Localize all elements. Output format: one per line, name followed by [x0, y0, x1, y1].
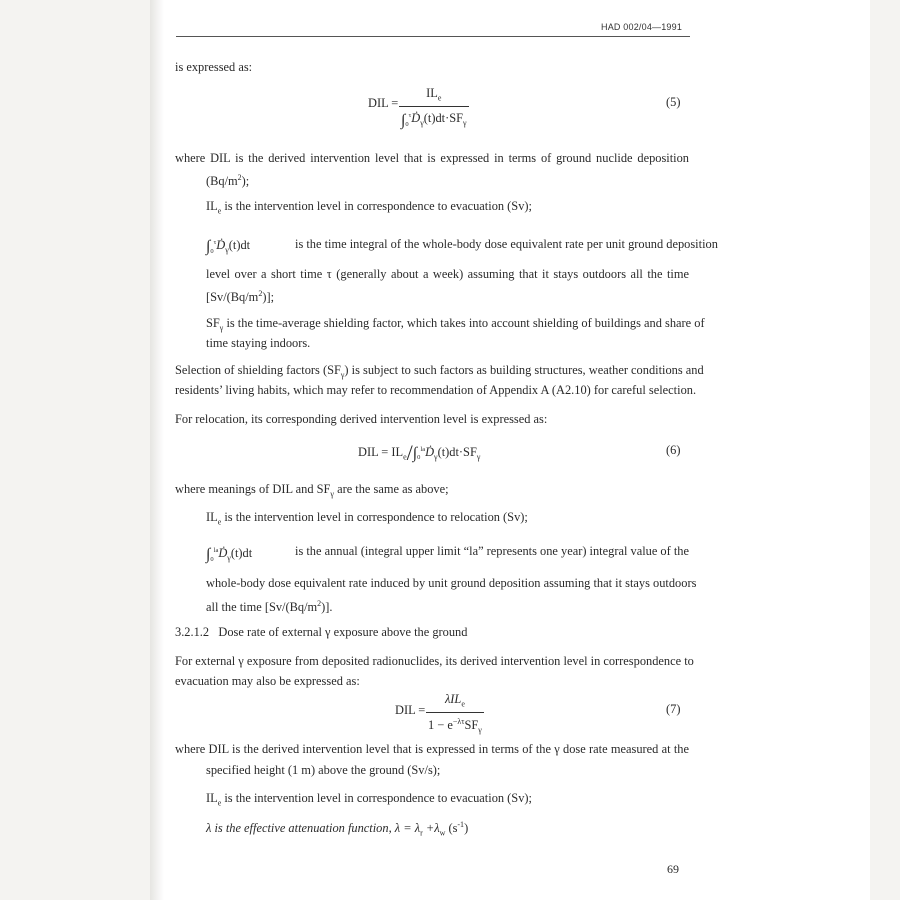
header-rule [176, 36, 690, 37]
relocation-intro: For relocation, its corresponding derived intervention level is expressed as: [175, 412, 548, 426]
eq7-number: (7) [666, 702, 681, 716]
section-heading: 3.2.1.2 Dose rate of external γ exposure above the ground [175, 625, 468, 639]
external-line2: evacuation may also be expressed as: [175, 674, 360, 688]
integral2-text: is the annual (integral upper limit “la” represents one year) integral value of the [295, 544, 689, 558]
selection-line1: Selection of shielding factors $(SF_\gamma)$ is subject to such factors as building structures, weather conditions and [175, 363, 704, 380]
integral2-line3: all the time $[Sv/(Bq/m^2)]$. [206, 599, 333, 615]
integral1-line3: $[Sv/(Bq/m^2)]$; [206, 289, 275, 305]
eq7-lhs: DIL = [395, 703, 426, 717]
eq7-denominator: $1 - e^{-\lambda\tau}SF_\gamma$ [428, 717, 482, 736]
eq5-fraction-bar [399, 106, 469, 107]
sf-def-line1: $SF_\gamma$ is the time-average shielding factor, which takes into account shielding of buildings and share of [206, 316, 705, 333]
integral1-line2: level over a short time τ (generally about a week) assuming that it stays outdoors all the time [206, 267, 689, 281]
eq7-fraction [426, 692, 484, 739]
intro-line: is expressed as: [175, 60, 253, 74]
page-number: 69 [667, 862, 679, 876]
selection-line2: residents’ living habits, which may refer to recommendation of Appendix A (A2.10) for careful selection. [175, 383, 697, 397]
where2-line: where meanings of DIL and $SF_\gamma$ are the same as above; [175, 482, 449, 499]
ile-evacuation-def: $IL_e$ is the intervention level in correspondence to evacuation (Sv); [206, 199, 532, 216]
where1-line2: $(Bq/m^2)$; [206, 173, 250, 189]
where1-line1: where DIL is the derived intervention level that is expressed in terms of ground nuclide deposition [175, 151, 689, 165]
eq6-expression: DIL = $IL_e/\int_0^{la}Ḋ_\gamma(t)dt\cdot SF_\gamma$ [358, 440, 481, 465]
eq5-denominator: $\int_0^\tau Ḋ_\gamma(t)dt\cdot SF_\gamma$ [401, 111, 467, 129]
eq5-fraction [399, 86, 469, 133]
eq5-numerator: $IL_e$ [426, 86, 442, 103]
page-edge-shadow [150, 0, 164, 900]
eq7-numerator: λIL$_e$ [444, 692, 465, 709]
where3-line1: where DIL is the derived intervention level that is expressed in terms of the γ dose rate measured at the [175, 742, 689, 756]
external-line1: For external γ exposure from deposited radionuclides, its derived intervention level in correspondence to [175, 654, 694, 668]
sf-def-line2: time staying indoors. [206, 336, 311, 350]
eq5-lhs: DIL = [368, 96, 399, 110]
where3-line2: specified height (1 m) above the ground (Sv/s); [206, 763, 441, 777]
ile3-def: $IL_e$ is the intervention level in correspondence to evacuation (Sv); [206, 791, 532, 808]
lambda-def: λ is the effective attenuation function, $\lambda = \lambda_r +\lambda_w$ $(s^{-1})$ [206, 820, 469, 838]
integral1-text: is the time integral of the whole-body dose equivalent rate per unit ground deposition [295, 237, 718, 251]
eq7-fraction-bar [426, 712, 484, 713]
integral1-def: $\int_0^\tau Ḋ_\gamma(t)dt$ [206, 238, 251, 256]
ile-relocation-def: $IL_e$ is the intervention level in correspondence to relocation (Sv); [206, 510, 528, 527]
eq5-number: (5) [666, 95, 681, 109]
integral2-def: $\int_0^{la}Ḋ_\gamma(t)dt$ [206, 546, 253, 564]
eq6-number: (6) [666, 443, 681, 457]
integral2-line2: whole-body dose equivalent rate induced by unit ground deposition assuming that it stays outdoors [206, 576, 697, 590]
header-doc-code: HAD 002/04—1991 [601, 22, 683, 32]
